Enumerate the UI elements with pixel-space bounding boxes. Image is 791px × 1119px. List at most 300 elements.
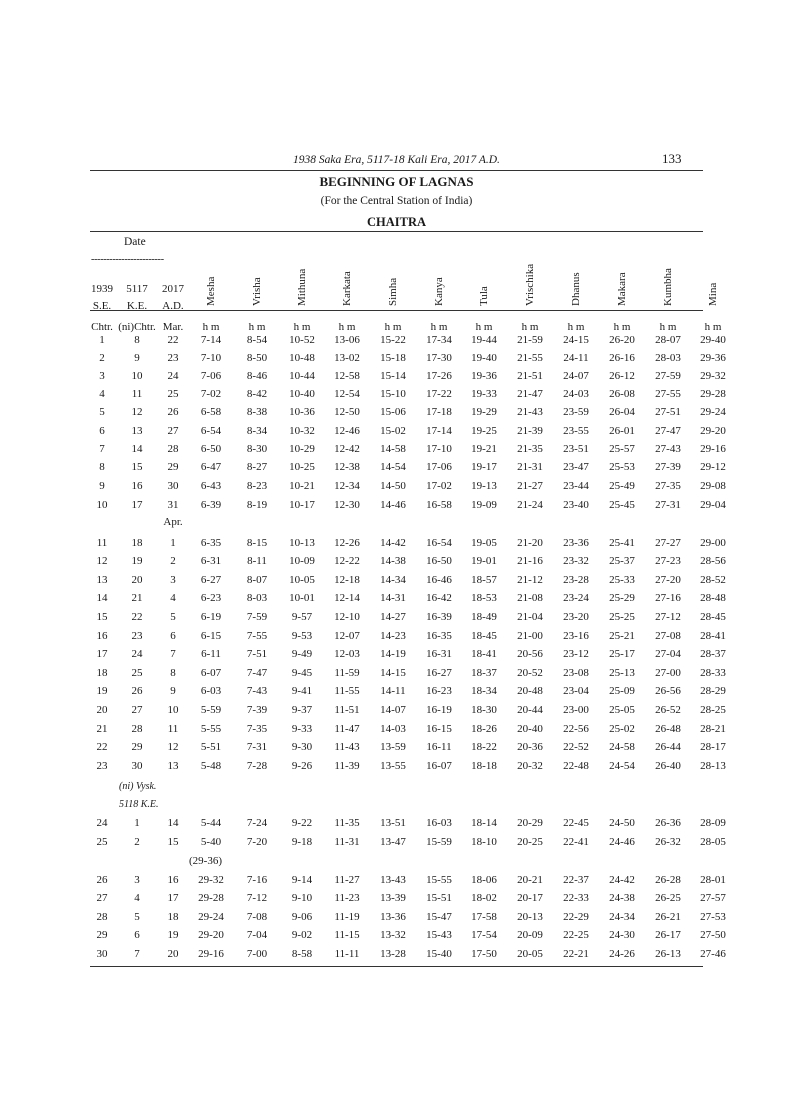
table-cell: 15-43 (426, 929, 452, 941)
table-cell: 28-13 (700, 760, 726, 772)
table-cell: 23-24 (563, 592, 589, 604)
table-cell: 18-45 (471, 630, 497, 642)
table-cell: 19-01 (471, 555, 497, 567)
header-bottom-rule (90, 310, 703, 311)
table-cell: 26-20 (609, 334, 635, 346)
table-cell: 18-37 (471, 667, 497, 679)
table-cell: 8-19 (246, 499, 268, 511)
table-cell: 25-25 (609, 611, 635, 623)
table-cell: 19-25 (471, 425, 497, 437)
table-cell: 21-47 (517, 388, 543, 400)
table-cell: 15-59 (426, 836, 452, 848)
table-cell: 26-04 (609, 406, 635, 418)
table-cell: 18-22 (471, 741, 497, 753)
table-cell: 17 (167, 892, 179, 904)
sign-header-mesha: Mesha (205, 276, 217, 306)
table-cell: 22 (167, 334, 179, 346)
table-cell: 1 (170, 537, 176, 549)
table-cell: 17-02 (426, 480, 452, 492)
table-cell: 27-00 (655, 667, 681, 679)
table-cell: 7-51 (246, 648, 268, 660)
table-cell: 7-12 (246, 892, 268, 904)
table-cell: 16-42 (426, 592, 452, 604)
table-cell: 16-11 (426, 741, 452, 753)
table-cell: 3 (170, 574, 176, 586)
table-cell: 21-35 (517, 443, 543, 455)
table-cell: 21-20 (517, 537, 543, 549)
table-cell: 21 (96, 723, 108, 735)
table-cell: 9-18 (291, 836, 313, 848)
table-cell: 6-07 (200, 667, 222, 679)
table-cell: 17-30 (426, 352, 452, 364)
table-cell: 25-57 (609, 443, 635, 455)
table-cell: 16-46 (426, 574, 452, 586)
table-cell: 14-19 (380, 648, 406, 660)
table-cell: 13-47 (380, 836, 406, 848)
table-cell: 26-48 (655, 723, 681, 735)
table-cell: 16-07 (426, 760, 452, 772)
table-cell: 11 (96, 537, 108, 549)
table-cell: 20-13 (517, 911, 543, 923)
table-cell: 10-21 (289, 480, 315, 492)
table-cell: 21 (131, 592, 143, 604)
table-cell: 21-39 (517, 425, 543, 437)
table-cell: 20-17 (517, 892, 543, 904)
table-cell: 25-49 (609, 480, 635, 492)
table-cell: 10-40 (289, 388, 315, 400)
table-cell: 26-08 (609, 388, 635, 400)
table-cell: 28-03 (655, 352, 681, 364)
table-cell: 10-48 (289, 352, 315, 364)
table-cell: 6-39 (200, 499, 222, 511)
table-cell: 10-29 (289, 443, 315, 455)
table-cell: 25 (167, 388, 179, 400)
table-cell: 15-55 (426, 874, 452, 886)
table-cell: 8-50 (246, 352, 268, 364)
table-cell: 22 (96, 741, 108, 753)
table-cell: 8-07 (246, 574, 268, 586)
unit-label: h m (384, 321, 402, 333)
mesha-note: (29-36) (189, 855, 222, 867)
table-cell: 29-24 (700, 406, 726, 418)
table-cell: 24-30 (609, 929, 635, 941)
table-cell: 24-50 (609, 817, 635, 829)
table-cell: 20-48 (517, 685, 543, 697)
table-cell: 29 (167, 461, 179, 473)
table-cell: 16-58 (426, 499, 452, 511)
table-cell: 17 (131, 499, 143, 511)
unit-label: h m (430, 321, 448, 333)
table-cell: 22-45 (563, 817, 589, 829)
table-cell: 14-34 (380, 574, 406, 586)
table-cell: 11-31 (334, 836, 360, 848)
table-cell: 19-21 (471, 443, 497, 455)
table-cell: 15 (167, 836, 179, 848)
table-cell: 27-57 (700, 892, 726, 904)
table-cell: 25-53 (609, 461, 635, 473)
table-cell: 18-10 (471, 836, 497, 848)
table-cell: 9-30 (291, 741, 313, 753)
table-cell: 19-17 (471, 461, 497, 473)
table-cell: 14-58 (380, 443, 406, 455)
header-era-0: S.E. (92, 300, 112, 312)
table-cell: 11-19 (334, 911, 360, 923)
table-cell: 28-29 (700, 685, 726, 697)
table-cell: 11-39 (334, 760, 360, 772)
table-cell: 12-07 (334, 630, 360, 642)
table-cell: 26 (96, 874, 108, 886)
unit-label: h m (659, 321, 677, 333)
unit-label: h m (567, 321, 585, 333)
table-cell: 19-13 (471, 480, 497, 492)
table-cell: 29-00 (700, 537, 726, 549)
table-cell: 14-03 (380, 723, 406, 735)
table-cell: 16 (167, 874, 179, 886)
table-cell: 27-39 (655, 461, 681, 473)
table-cell: 6 (134, 929, 140, 941)
table-cell: 12-54 (334, 388, 360, 400)
table-cell: 16-27 (426, 667, 452, 679)
table-cell: 22-48 (563, 760, 589, 772)
table-cell: 26-13 (655, 948, 681, 960)
table-cell: 23 (131, 630, 143, 642)
table-cell: 15-18 (380, 352, 406, 364)
table-cell: 29 (96, 929, 108, 941)
table-cell: 8-34 (246, 425, 268, 437)
table-cell: 6-58 (200, 406, 222, 418)
table-cell: 23-08 (563, 667, 589, 679)
table-cell: 10-36 (289, 406, 315, 418)
table-cell: 24-34 (609, 911, 635, 923)
table-cell: 11 (167, 723, 179, 735)
table-cell: 16-54 (426, 537, 452, 549)
table-cell: 14 (131, 443, 143, 455)
table-cell: 26-44 (655, 741, 681, 753)
table-cell: 6-47 (200, 461, 222, 473)
table-cell: 5-44 (200, 817, 222, 829)
table-cell: 25-45 (609, 499, 635, 511)
table-cell: 10-32 (289, 425, 315, 437)
table-cell: 9 (134, 352, 140, 364)
table-cell: 18-14 (471, 817, 497, 829)
table-cell: 7-10 (200, 352, 222, 364)
sign-header-karkata: Karkata (341, 271, 353, 306)
table-cell: 14-07 (380, 704, 406, 716)
table-cell: 22-33 (563, 892, 589, 904)
table-cell: 17-10 (426, 443, 452, 455)
table-cell: 7-39 (246, 704, 268, 716)
table-cell: 29-04 (700, 499, 726, 511)
unit-label: h m (338, 321, 356, 333)
table-cell: 25-02 (609, 723, 635, 735)
table-cell: 17-50 (471, 948, 497, 960)
table-cell: 19 (167, 929, 179, 941)
table-cell: 18-02 (471, 892, 497, 904)
table-cell: 13-51 (380, 817, 406, 829)
table-cell: 5-55 (200, 723, 222, 735)
table-cell: 20-36 (517, 741, 543, 753)
table-cell: 18-57 (471, 574, 497, 586)
table-cell: 8 (170, 667, 176, 679)
table-cell: 11-43 (334, 741, 360, 753)
table-cell: 15-51 (426, 892, 452, 904)
table-cell: 5-48 (200, 760, 222, 772)
table-cell: 22-37 (563, 874, 589, 886)
table-cell: 22-56 (563, 723, 589, 735)
table-cell: 12-22 (334, 555, 360, 567)
table-cell: 9 (170, 685, 176, 697)
table-cell: 20-52 (517, 667, 543, 679)
table-cell: 22-21 (563, 948, 589, 960)
table-cell: 14 (167, 817, 179, 829)
table-cell: 24-54 (609, 760, 635, 772)
table-cell: 25-13 (609, 667, 635, 679)
table-cell: 28-05 (700, 836, 726, 848)
table-cell: 27-47 (655, 425, 681, 437)
table-cell: 2 (99, 352, 105, 364)
table-cell: 22-52 (563, 741, 589, 753)
table-cell: 10-09 (289, 555, 315, 567)
table-cell: 18-41 (471, 648, 497, 660)
table-cell: 7-28 (246, 760, 268, 772)
table-cell: 15-14 (380, 370, 406, 382)
sign-header-vrischika: Vrischika (524, 263, 536, 306)
table-cell: 7-35 (246, 723, 268, 735)
table-cell: 6 (99, 425, 105, 437)
table-cell: 11-11 (334, 948, 360, 960)
header-month-0: Chtr. (91, 321, 113, 333)
table-cell: 29-36 (700, 352, 726, 364)
table-cell: 11-47 (334, 723, 360, 735)
table-cell: 24-38 (609, 892, 635, 904)
date-label: Date (124, 236, 146, 248)
table-cell: 26-12 (609, 370, 635, 382)
unit-label: h m (202, 321, 220, 333)
table-cell: 2 (134, 836, 140, 848)
table-cell: 25-37 (609, 555, 635, 567)
table-cell: 8-11 (247, 555, 267, 567)
table-cell: 8 (99, 461, 105, 473)
table-cell: 27-46 (700, 948, 726, 960)
sign-header-kanya: Kanya (433, 277, 445, 306)
table-cell: 7-08 (246, 911, 268, 923)
table-cell: 25-21 (609, 630, 635, 642)
table-cell: 26-28 (655, 874, 681, 886)
table-cell: 12-46 (334, 425, 360, 437)
table-cell: 29-28 (198, 892, 224, 904)
table-cell: 25 (131, 667, 143, 679)
table-cell: 7-43 (246, 685, 268, 697)
table-cell: 9-33 (291, 723, 313, 735)
table-cell: 29-20 (198, 929, 224, 941)
table-cell: 8-27 (246, 461, 268, 473)
table-cell: 28-41 (700, 630, 726, 642)
table-cell: 20-40 (517, 723, 543, 735)
table-cell: 11-55 (334, 685, 360, 697)
table-cell: 27-23 (655, 555, 681, 567)
table-cell: 9-37 (291, 704, 313, 716)
table-cell: 24-58 (609, 741, 635, 753)
table-cell: 23-12 (563, 648, 589, 660)
unit-label: h m (248, 321, 266, 333)
table-cell: 27-16 (655, 592, 681, 604)
table-cell: 26 (131, 685, 143, 697)
table-cell: 24-03 (563, 388, 589, 400)
table-cell: 16-39 (426, 611, 452, 623)
table-cell: 9-45 (291, 667, 313, 679)
table-cell: 19 (131, 555, 143, 567)
table-cell: 23-40 (563, 499, 589, 511)
table-cell: 28 (131, 723, 143, 735)
table-cell: 30 (167, 480, 179, 492)
table-cell: 7-06 (200, 370, 222, 382)
table-cell: 18 (167, 911, 179, 923)
table-cell: 27-43 (655, 443, 681, 455)
table-cell: 13 (131, 425, 143, 437)
table-cell: 15-47 (426, 911, 452, 923)
table-cell: 18-26 (471, 723, 497, 735)
table-cell: 13-55 (380, 760, 406, 772)
table-cell: 5-40 (200, 836, 222, 848)
table-cell: 21-00 (517, 630, 543, 642)
table-cell: 13-36 (380, 911, 406, 923)
sign-header-kumbha: Kumbha (662, 268, 674, 306)
header-month-2: Mar. (162, 321, 184, 333)
table-cell: 28-21 (700, 723, 726, 735)
table-cell: 26-52 (655, 704, 681, 716)
table-cell: 20-29 (517, 817, 543, 829)
table-cell: 24-11 (563, 352, 589, 364)
table-cell: 23-47 (563, 461, 589, 473)
table-cell: 16-23 (426, 685, 452, 697)
table-cell: 12-34 (334, 480, 360, 492)
table-cell: 4 (170, 592, 176, 604)
table-cell: 8-38 (246, 406, 268, 418)
table-cell: 21-43 (517, 406, 543, 418)
table-cell: 16-50 (426, 555, 452, 567)
table-cell: 4 (99, 388, 105, 400)
table-cell: 24-07 (563, 370, 589, 382)
table-cell: 21-59 (517, 334, 543, 346)
sign-header-tula: Tula (478, 286, 490, 306)
month-note-apr: Apr. (163, 516, 183, 528)
table-cell: 6-54 (200, 425, 222, 437)
table-cell: 1 (99, 334, 105, 346)
table-cell: 11-23 (334, 892, 360, 904)
table-cell: 16-19 (426, 704, 452, 716)
table-cell: 13-39 (380, 892, 406, 904)
table-cell: 14-15 (380, 667, 406, 679)
table-cell: 8-03 (246, 592, 268, 604)
table-cell: 29-28 (700, 388, 726, 400)
sign-header-vrisha: Vrisha (251, 277, 263, 306)
table-cell: 5-59 (200, 704, 222, 716)
table-cell: 23-00 (563, 704, 589, 716)
table-cell: 21-08 (517, 592, 543, 604)
header-year-0: 1939 (91, 283, 113, 295)
table-cell: 23-44 (563, 480, 589, 492)
table-cell: 10-25 (289, 461, 315, 473)
table-cell: 10-44 (289, 370, 315, 382)
table-cell: 18-53 (471, 592, 497, 604)
table-cell: 6 (170, 630, 176, 642)
table-cell: 24-26 (609, 948, 635, 960)
table-cell: 28-01 (700, 874, 726, 886)
table-cell: 20-05 (517, 948, 543, 960)
page-subtitle: (For the Central Station of India) (320, 195, 473, 207)
table-cell: 21-16 (517, 555, 543, 567)
table-cell: 9-22 (291, 817, 313, 829)
table-cell: 12-10 (334, 611, 360, 623)
table-cell: 26-56 (655, 685, 681, 697)
table-cell: 23-59 (563, 406, 589, 418)
table-cell: 23-36 (563, 537, 589, 549)
table-cell: 15-22 (380, 334, 406, 346)
table-cell: 20 (96, 704, 108, 716)
table-cell: 23-32 (563, 555, 589, 567)
table-cell: 12 (131, 406, 143, 418)
table-cell: 29-32 (700, 370, 726, 382)
table-cell: 20-21 (517, 874, 543, 886)
table-cell: 14-11 (380, 685, 406, 697)
table-cell: 28-25 (700, 704, 726, 716)
table-cell: 9-49 (291, 648, 313, 660)
table-cell: 27-35 (655, 480, 681, 492)
date-dashes: ------------------------ (91, 254, 164, 265)
table-cell: 7 (134, 948, 140, 960)
table-cell: 16-31 (426, 648, 452, 660)
table-cell: 11-27 (334, 874, 360, 886)
table-cell: 27-59 (655, 370, 681, 382)
table-cell: 18-18 (471, 760, 497, 772)
table-cell: 17-58 (471, 911, 497, 923)
table-cell: 8-15 (246, 537, 268, 549)
table-cell: 9-57 (291, 611, 313, 623)
table-cell: 20-44 (517, 704, 543, 716)
table-cell: 24-42 (609, 874, 635, 886)
table-cell: 26-21 (655, 911, 681, 923)
sign-header-simha: Simha (387, 277, 399, 306)
table-cell: 10 (131, 370, 143, 382)
table-cell: 21-27 (517, 480, 543, 492)
table-cell: 7 (99, 443, 105, 455)
table-cell: 25-17 (609, 648, 635, 660)
table-cell: 10-13 (289, 537, 315, 549)
table-cell: 19-05 (471, 537, 497, 549)
table-cell: 29-16 (700, 443, 726, 455)
header-month-1: (ni)Chtr. (118, 321, 156, 333)
table-cell: 23-51 (563, 443, 589, 455)
table-cell: 9-14 (291, 874, 313, 886)
table-cell: 29-12 (700, 461, 726, 473)
table-cell: 29-16 (198, 948, 224, 960)
table-cell: 27-31 (655, 499, 681, 511)
table-cell: 14-46 (380, 499, 406, 511)
table-cell: 27-20 (655, 574, 681, 586)
table-cell: 22-29 (563, 911, 589, 923)
page-number: 133 (662, 151, 682, 166)
table-cell: 23-20 (563, 611, 589, 623)
table-cell: 14-54 (380, 461, 406, 473)
header-year-2: 2017 (162, 283, 184, 295)
table-cell: 5-51 (200, 741, 222, 753)
table-cell: 7-14 (200, 334, 222, 346)
table-cell: 7-59 (246, 611, 268, 623)
table-cell: 27-55 (655, 388, 681, 400)
table-cell: 10 (96, 499, 108, 511)
table-cell: 3 (134, 874, 140, 886)
table-cell: 28-07 (655, 334, 681, 346)
